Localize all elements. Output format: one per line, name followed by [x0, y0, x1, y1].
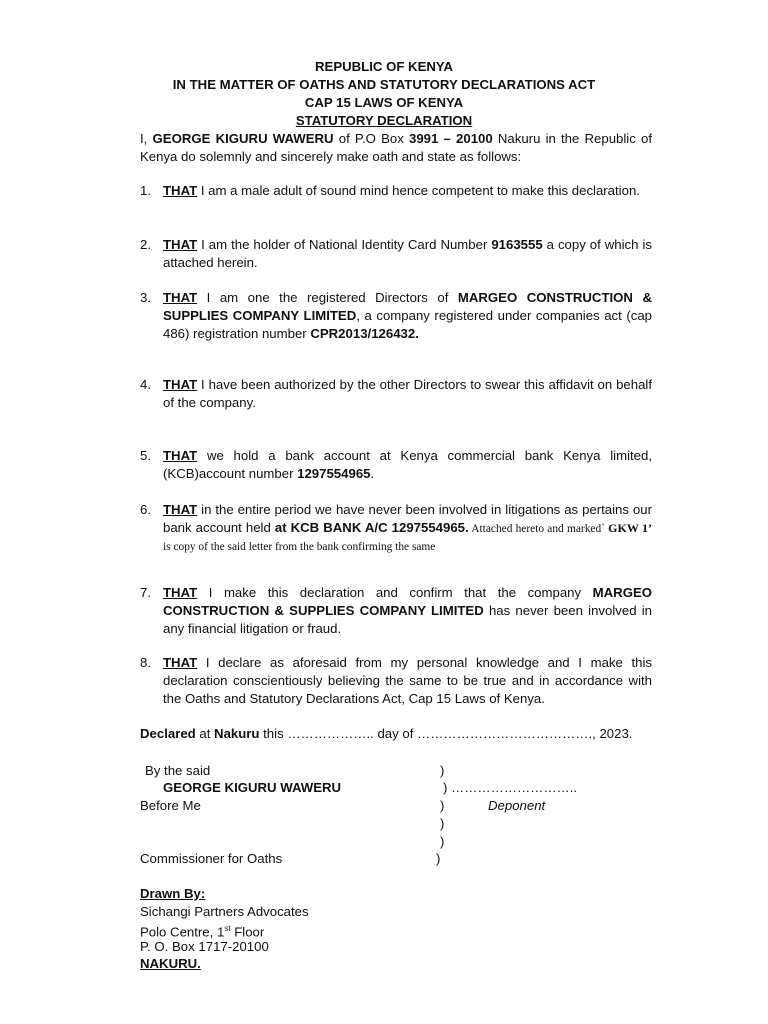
heading-cap: CAP 15 LAWS OF KENYA [304, 95, 464, 110]
list-item [140, 289, 652, 343]
before-me: Before Me [140, 798, 201, 813]
document-heading [0, 58, 768, 130]
that-word: THAT [163, 585, 198, 600]
firm-city: NAKURU. [140, 956, 201, 971]
that-word: THAT [163, 290, 198, 305]
item-text: we hold a bank account at Kenya commercial bank Kenya limited, (KCB)account number [163, 448, 652, 481]
item-text: I am one the registered Directors of [197, 290, 458, 305]
bracket: ) [440, 816, 445, 831]
by-the-said: By the said [145, 763, 211, 778]
item-text: I declare as aforesaid from my personal knowledge and I make this declaration conscientiously believing the same to be true and in accordance with the Oaths and Statutory Declarations Act, Cap 15 Laws of Kenya. [163, 655, 652, 706]
declared-date-blank: this ……………….. day of …………………………………., 2023. [259, 726, 633, 741]
bracket: ) [440, 798, 445, 813]
declared-line [140, 725, 632, 743]
signatory-name: GEORGE KIGURU WAWERU [163, 780, 342, 795]
declared-at: at [195, 726, 215, 741]
ordinal-suffix: st [224, 924, 231, 933]
bank-account: at KCB BANK A/C 1297554965. [274, 520, 469, 535]
address-text: Polo Centre, 1 [140, 924, 225, 940]
item-number: 3. [140, 290, 151, 305]
firm-address [140, 920, 309, 938]
intro-pre: I, [140, 131, 153, 146]
list-item [140, 584, 652, 638]
deponent-label: Deponent [488, 798, 546, 813]
intro-paragraph [140, 130, 652, 166]
item-number: 2. [140, 237, 151, 252]
commissioner-label: Commissioner for Oaths [140, 851, 283, 866]
that-word: THAT [163, 655, 198, 670]
that-word: THAT [163, 237, 198, 252]
po-box: 3991 – 20100 [409, 131, 493, 146]
item-number: 7. [140, 585, 151, 600]
that-word: THAT [163, 377, 198, 392]
item-text: I am the holder of National Identity Card Number [197, 237, 492, 252]
bracket: ) [440, 834, 445, 849]
list-item [140, 501, 652, 555]
list-item [140, 236, 652, 272]
item-text: I make this declaration and confirm that the company [197, 585, 593, 600]
list-item [140, 447, 652, 483]
bracket: ) [436, 851, 441, 866]
list-item [140, 654, 652, 708]
intro-rest: Nakuru in the Republic of Kenya do solemnly and sincerely make oath and state as follows: [140, 131, 653, 164]
company-name: MARGEO CONSTRUCTION & SUPPLIES COMPANY LIMITED [163, 290, 652, 323]
signature-line: ) ……………………….. [443, 780, 578, 795]
list-item [140, 182, 652, 200]
item-text: , a company registered under companies act (cap 486) registration number [163, 308, 653, 341]
attachment-text: is copy of the said letter from the bank confirming the same [163, 541, 436, 553]
item-number: 6. [140, 502, 151, 517]
firm-po-box: P. O. Box 1717-20100 [140, 938, 269, 954]
company-name: MARGEO CONSTRUCTION & SUPPLIES COMPANY LIMITED [163, 585, 652, 618]
exhibit-mark: GKW 1’ [608, 521, 653, 535]
that-word: THAT [163, 183, 198, 198]
intro-mid: of P.O Box [333, 131, 410, 146]
item-text: I have been authorized by the other Directors to swear this affidavit on behalf of the company. [163, 377, 652, 410]
law-firm: Sichangi Partners Advocates [140, 903, 309, 919]
item-text: has never been involved in any financial litigation or fraud. [163, 603, 652, 636]
bracket: ) [440, 763, 445, 778]
that-word: THAT [163, 502, 198, 517]
item-number: 4. [140, 377, 151, 392]
list-item [140, 376, 652, 412]
declared-word: Declared [140, 726, 196, 741]
item-text: I am a male adult of sound mind hence competent to make this declaration. [197, 183, 640, 198]
id-number: 9163555 [491, 237, 543, 252]
that-word: THAT [163, 448, 198, 463]
item-text: a copy of which is attached herein. [163, 237, 652, 270]
address-text: Floor [230, 924, 265, 940]
item-number: 8. [140, 655, 151, 670]
drawn-by-title: Drawn By: [140, 886, 206, 901]
declared-place: Nakuru [214, 726, 260, 741]
registration-number: CPR2013/126432. [310, 326, 419, 341]
heading-republic: REPUBLIC OF KENYA [315, 59, 453, 74]
attachment-text: Attached hereto and marked` [468, 523, 609, 535]
item-text: . [370, 466, 375, 481]
heading-title: STATUTORY DECLARATION [295, 113, 473, 128]
account-number: 1297554965 [297, 466, 371, 481]
drawn-by-block [140, 885, 309, 973]
item-number: 1. [140, 183, 151, 198]
item-number: 5. [140, 448, 151, 463]
deponent-name: GEORGE KIGURU WAWERU [152, 131, 334, 146]
item-text: in the entire period we have never been involved in litigations as pertains our bank account held [163, 502, 652, 535]
heading-matter: IN THE MATTER OF OATHS AND STATUTORY DECLARATIONS ACT [172, 77, 596, 92]
